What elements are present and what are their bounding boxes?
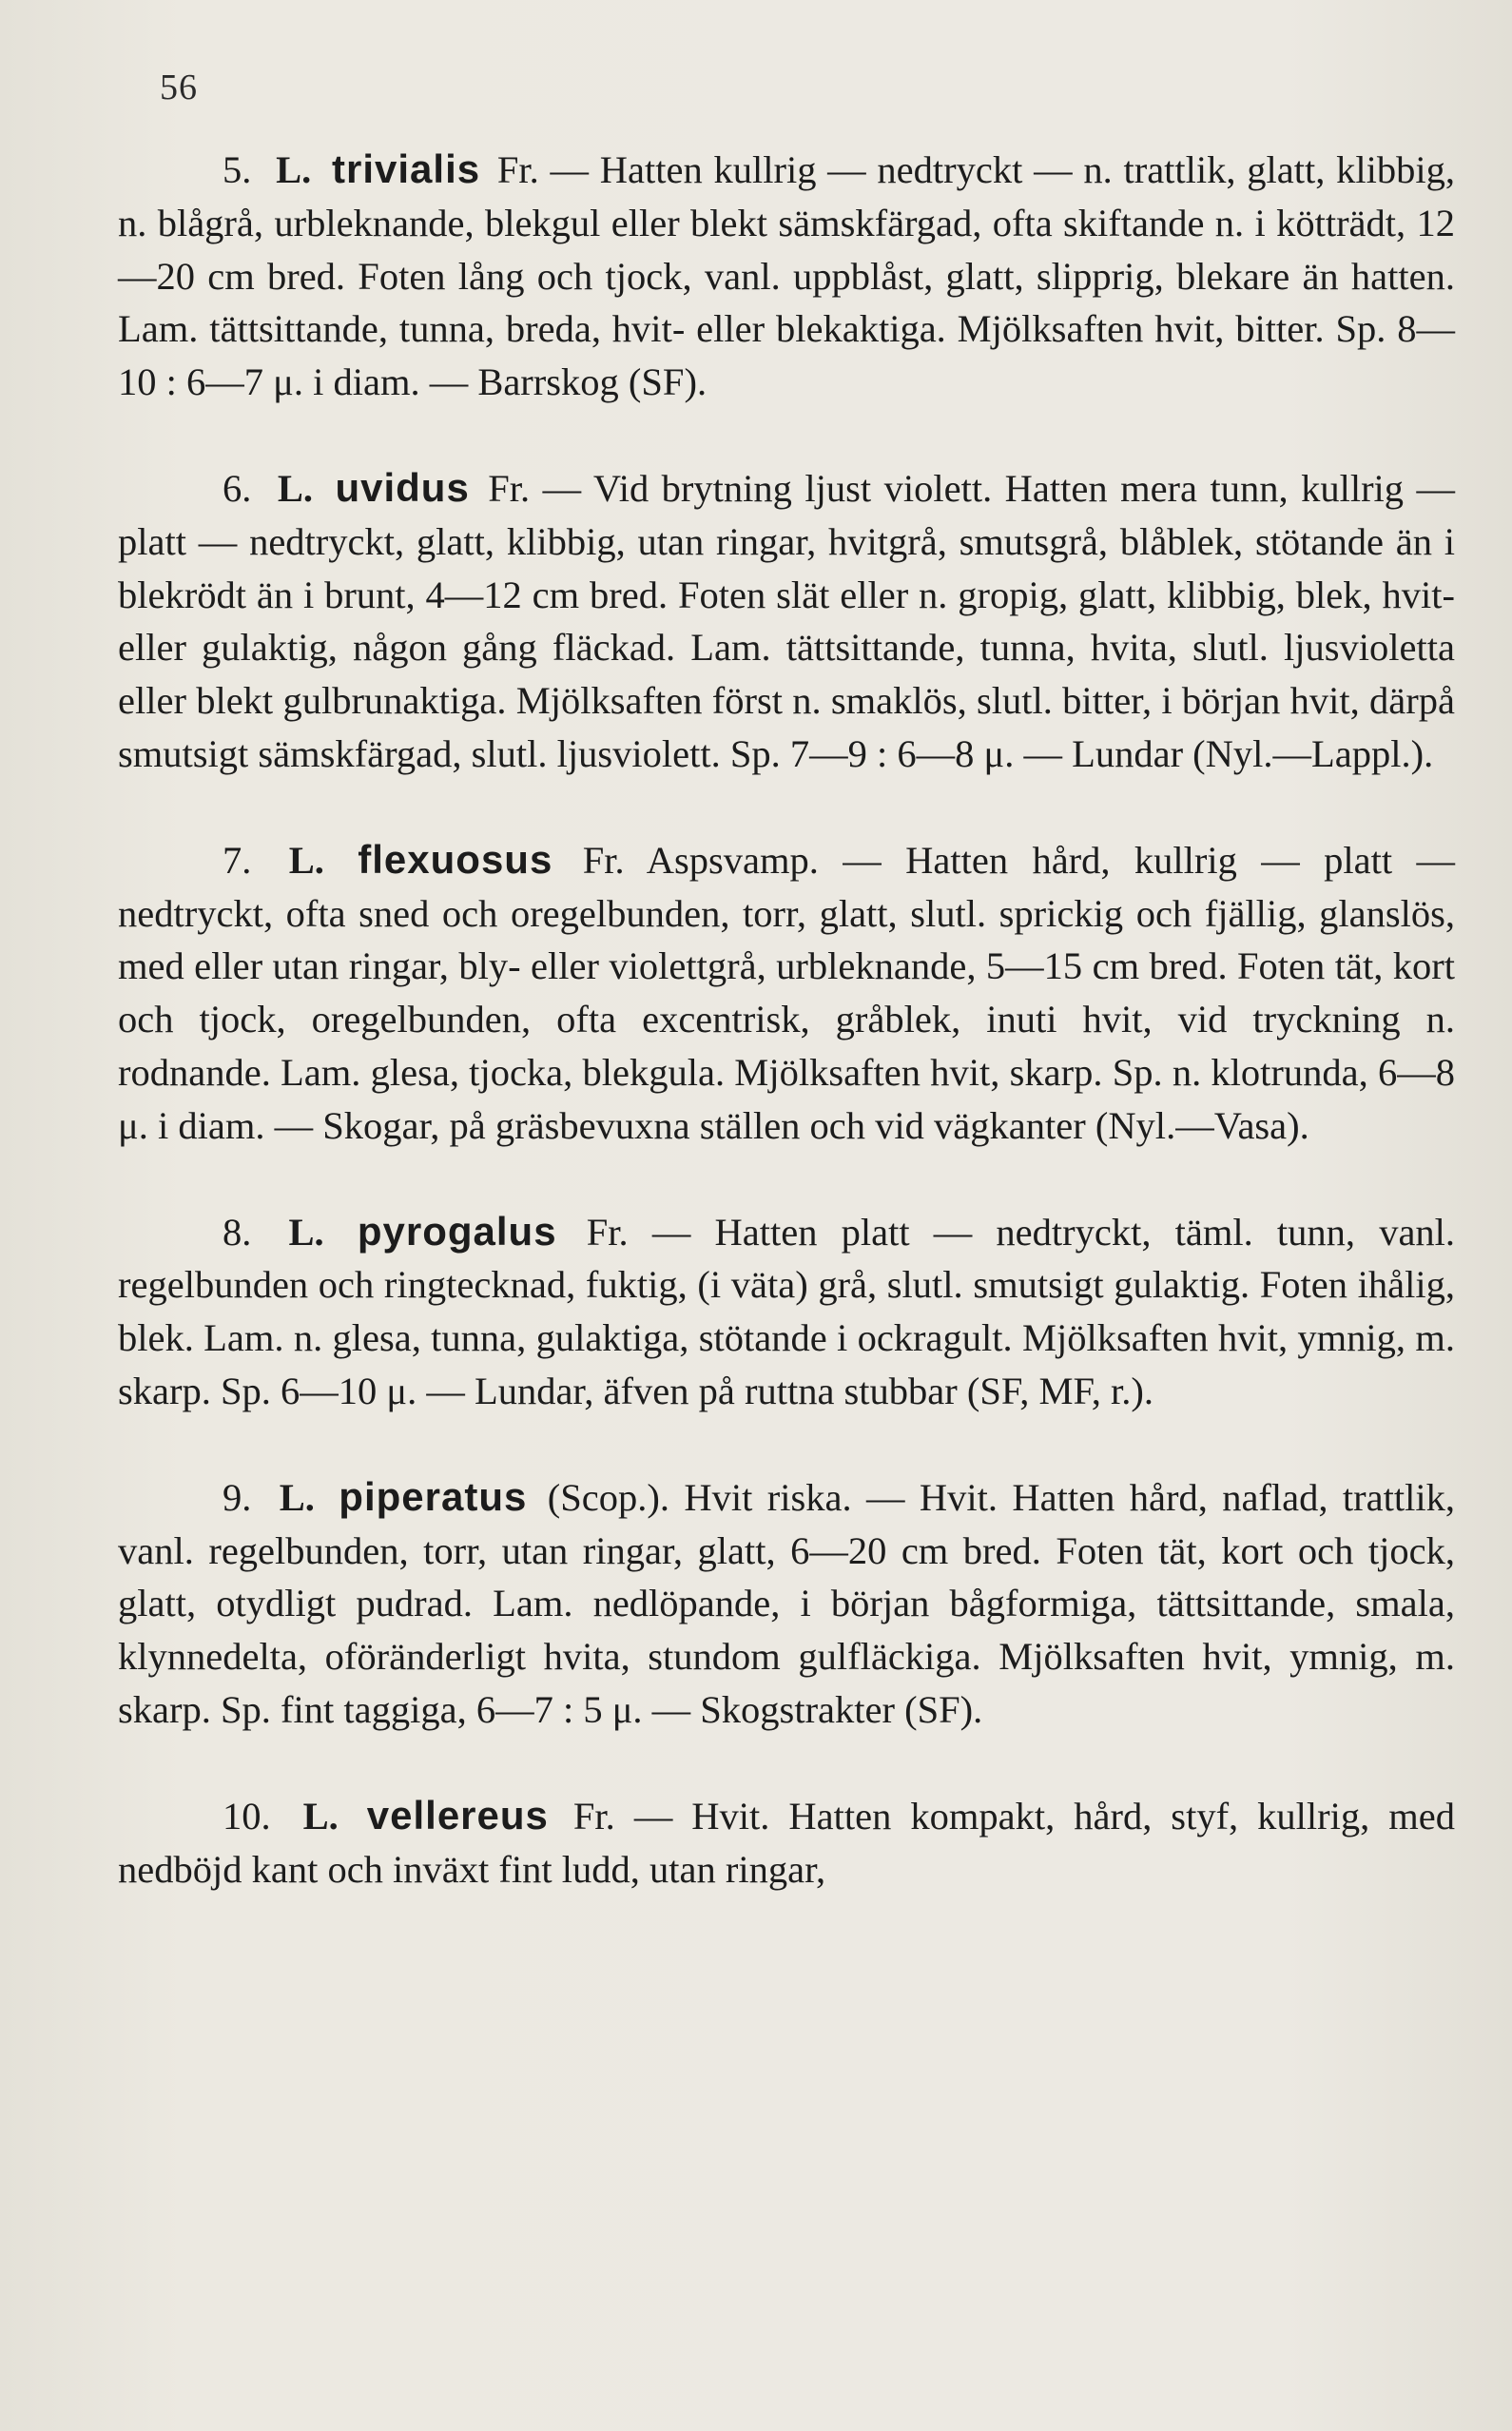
entry-number: 10. xyxy=(223,1794,271,1838)
page-number: 56 xyxy=(160,68,198,107)
entry-description: Aspsvamp. — Hatten hård, kullrig — platt — nedtryckt, ofta sned och oregelbunden, torr, glatt, slutl. sprickig och fjällig, glanslös, med eller utan ringar, bly- eller violettgrå, urbleknande, 5—15 cm bred. Foten tät, kort och tjock, oregelbunden, ofta excentrisk, gråblek, inuti hvit, vid tryckning n. rodnande. Lam. glesa, tjocka, blekgula. Mjölksaften hvit, skarp. Sp. n. klotrunda, 6—8 μ. i diam. — Skogar, på gräsbevuxna ställen och vid vägkanter (Nyl.—Vasa). xyxy=(118,838,1456,1147)
species-entries xyxy=(118,143,1455,1896)
genus-abbrev: L. xyxy=(277,466,313,510)
species-author: Fr. xyxy=(488,466,531,510)
genus-abbrev: L. xyxy=(279,1475,315,1519)
species-author: Fr. xyxy=(496,148,539,191)
species-name: flexuosus xyxy=(358,836,553,882)
species-name: pyrogalus xyxy=(357,1208,557,1254)
entry-number: 5. xyxy=(223,148,252,191)
species-entry xyxy=(118,143,1455,409)
species-author: Fr. xyxy=(586,1210,629,1254)
entry-description: Hvit riska. — Hvit. Hatten hård, naflad, trattlik, vanl. regelbunden, torr, utan ringar, glatt, 6—20 cm bred. Foten tät, kort och tjock, glatt, otydligt pudrad. Lam. nedlöpande, i början bågformiga, tättsittande, smala, klynnedelta, oföränderligt hvita, stundom gulfläckiga. Mjölksaften hvit, ymnig, m. skarp. Sp. fint taggiga, 6—7 : 5 μ. — Skogstrakter (SF). xyxy=(118,1475,1456,1731)
species-entry xyxy=(118,1470,1455,1737)
entry-number: 9. xyxy=(223,1475,252,1519)
species-author: Fr. xyxy=(582,838,625,882)
species-name: vellereus xyxy=(366,1792,549,1838)
entry-description: — Hatten kullrig — nedtryckt — n. trattlik, glatt, klibbig, n. blågrå, urbleknande, blekgul eller blekt sämskfärgad, ofta skiftande n. i kötträdt, 12—20 cm bred. Foten lång och tjock, vanl. uppblåst, glatt, slipprig, blekare än hatten. Lam. tättsittande, tunna, breda, hvit- eller blekaktiga. Mjölksaften hvit, bitter. Sp. 8—10 : 6—7 μ. i diam. — Barrskog (SF). xyxy=(118,148,1456,404)
species-name: trivialis xyxy=(332,146,481,191)
entry-description: — Vid brytning ljust violett. Hatten mera tunn, kullrig — platt — nedtryckt, glatt, klibbig, utan ringar, hvitgrå, smutsgrå, blåblek, stötande än i blekrödt än i brunt, 4—12 cm bred. Foten slät eller n. gropig, glatt, klibbig, blek, hvit- eller gulaktig, någon gång fläckad. Lam. tättsittande, tunna, hvita, slutl. ljusvioletta eller blekt gulbrunaktiga. Mjölksaften först n. smaklös, slutl. bitter, i början hvit, därpå smutsigt sämskfärgad, slutl. ljusviolett. Sp. 7—9 : 6—8 μ. — Lundar (Nyl.—Lappl.). xyxy=(118,466,1456,775)
entry-number: 6. xyxy=(223,466,252,510)
species-entry xyxy=(118,1205,1455,1418)
species-author: (Scop.). xyxy=(547,1475,669,1519)
species-entry xyxy=(118,461,1455,781)
species-entry xyxy=(118,833,1455,1153)
entry-number: 8. xyxy=(223,1210,252,1254)
species-entry xyxy=(118,1789,1455,1896)
genus-abbrev: L. xyxy=(288,838,324,882)
species-name: uvidus xyxy=(335,464,470,510)
genus-abbrev: L. xyxy=(276,148,312,191)
entry-number: 7. xyxy=(223,838,252,882)
genus-abbrev: L. xyxy=(288,1210,324,1254)
entry-description: — Hatten platt — nedtryckt, täml. tunn, vanl. regelbunden och ringtecknad, fuktig, (i väta) grå, slutl. smutsigt gulaktig. Foten ihålig, blek. Lam. n. glesa, tunna, gulaktiga, stötande i ockragult. Mjölksaften hvit, ymnig, m. skarp. Sp. 6—10 μ. — Lundar, äfven på ruttna stubbar (SF, MF, r.). xyxy=(118,1210,1456,1412)
species-name: piperatus xyxy=(339,1473,528,1519)
species-author: Fr. xyxy=(572,1794,615,1838)
entry-description: — Hvit. Hatten kompakt, hård, styf, kullrig, med nedböjd kant och inväxt fint ludd, utan ringar, xyxy=(118,1794,1456,1891)
genus-abbrev: L. xyxy=(302,1794,339,1838)
